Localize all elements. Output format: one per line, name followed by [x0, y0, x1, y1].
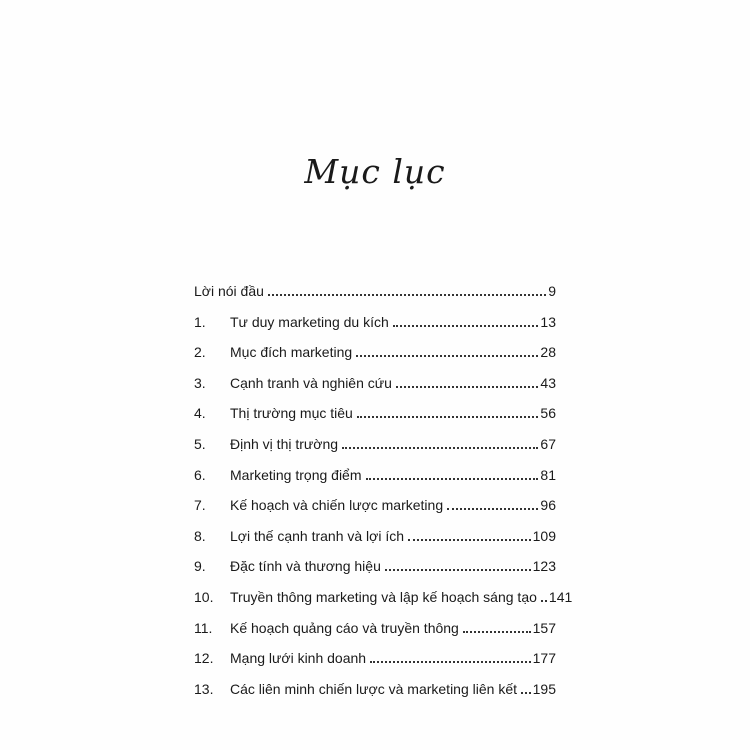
toc-entry-page: 13 — [540, 313, 556, 330]
dot-leader — [408, 539, 531, 541]
toc-entry-label: Thị trường mục tiêu — [230, 405, 353, 422]
page-title: Mục lục — [304, 152, 446, 191]
toc-entry — [194, 375, 556, 406]
toc-entry-page: 81 — [540, 466, 556, 483]
toc-entry-page: 123 — [532, 558, 556, 575]
toc-entry-label: Các liên minh chiến lược và marketing liên kết — [230, 680, 518, 697]
toc-entry-number: 5. — [194, 435, 206, 452]
toc-entry — [194, 467, 556, 498]
toc-entry-page: 157 — [532, 619, 556, 636]
dot-leader — [366, 478, 539, 480]
toc-entry-number: 8. — [194, 527, 206, 544]
toc-entry-label: Truyền thông marketing và lập kế hoạch sáng tạo — [230, 588, 537, 605]
toc-entry-label: Lợi thế cạnh tranh và lợi ích — [230, 527, 405, 544]
toc-entry-page: 195 — [532, 680, 556, 697]
toc-entry-number: 4. — [194, 405, 206, 422]
toc-entry — [194, 405, 556, 436]
toc-entry-number: 6. — [194, 466, 206, 483]
toc-entry-page: 96 — [540, 497, 556, 514]
toc-entry-label: Đặc tính và thương hiệu — [230, 558, 381, 575]
toc-entry-page: 109 — [532, 527, 556, 544]
toc-entry-label: Định vị thị trường — [230, 435, 339, 452]
toc-entry — [194, 314, 556, 345]
dot-leader — [268, 294, 546, 296]
dot-leader — [356, 355, 538, 357]
table-of-contents — [194, 283, 573, 711]
toc-entry-label: Mục đích marketing — [230, 344, 353, 361]
dot-leader — [370, 661, 531, 663]
toc-entry — [194, 681, 556, 712]
dot-leader — [393, 325, 539, 327]
toc-entry — [194, 344, 556, 375]
toc-entry — [194, 558, 556, 589]
toc-entry-number: 1. — [194, 313, 206, 330]
toc-entry-number: 9. — [194, 558, 206, 575]
dot-leader — [521, 692, 531, 694]
toc-entry-page: 56 — [540, 405, 556, 422]
dot-leader — [396, 386, 538, 388]
toc-entry-label: Cạnh tranh và nghiên cứu — [230, 374, 392, 391]
toc-entry-page: 28 — [540, 344, 556, 361]
toc-entry — [194, 620, 556, 651]
toc-entry-number: 3. — [194, 374, 206, 391]
toc-entry-number: 11. — [194, 619, 213, 636]
toc-entry-page: 177 — [532, 650, 556, 667]
toc-entry-page: 43 — [540, 374, 556, 391]
toc-entry — [194, 497, 556, 528]
toc-entry-number: 7. — [194, 497, 206, 514]
toc-entry-number: 12. — [194, 650, 214, 667]
dot-leader — [463, 631, 531, 633]
toc-entry — [194, 528, 556, 559]
toc-entry-label: Kế hoạch và chiến lược marketing — [230, 497, 444, 514]
toc-entry-number: 13. — [194, 680, 214, 697]
toc-entry-label: Lời nói đầu — [194, 283, 264, 299]
dot-leader — [385, 569, 531, 571]
dot-leader — [357, 416, 539, 418]
toc-entry-number: 10. — [194, 588, 214, 605]
toc-entry-page: 141 — [548, 588, 573, 605]
toc-entry-label: Kế hoạch quảng cáo và truyền thông — [230, 619, 459, 636]
dot-leader — [342, 447, 538, 449]
toc-entry — [194, 588, 573, 620]
toc-entry-page: 9 — [548, 283, 556, 299]
toc-entry-preface — [194, 283, 556, 314]
dot-leader — [541, 600, 547, 602]
toc-entry — [194, 436, 556, 467]
toc-entry-page: 67 — [540, 435, 556, 452]
toc-entry — [194, 650, 556, 681]
toc-entry-number: 2. — [194, 344, 206, 361]
toc-entry-label: Marketing trọng điểm — [230, 466, 362, 483]
toc-entry-label: Tư duy marketing du kích — [230, 313, 389, 330]
toc-entry-label: Mạng lưới kinh doanh — [230, 650, 367, 667]
dot-leader — [447, 508, 538, 510]
